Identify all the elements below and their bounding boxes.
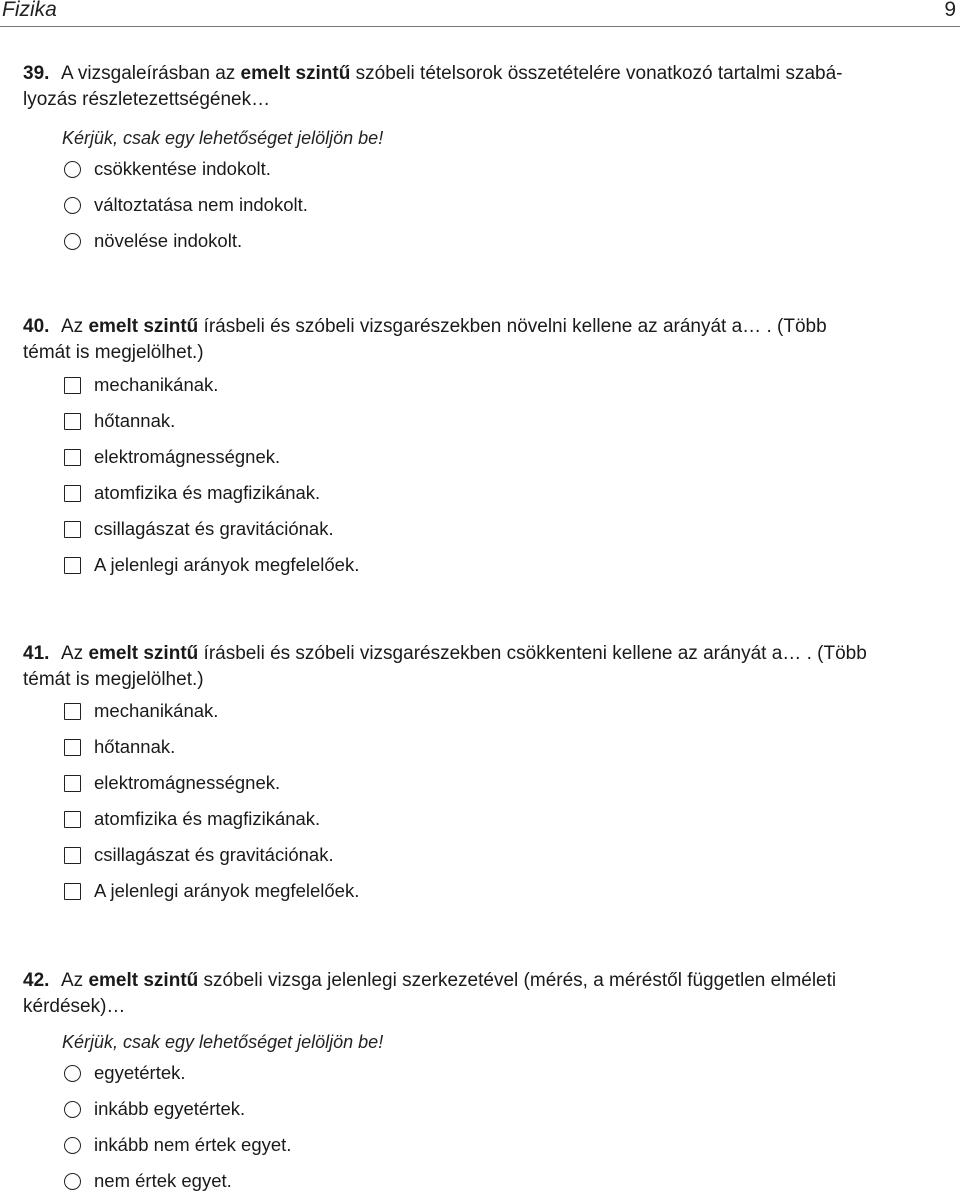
option-row[interactable] [64, 699, 218, 723]
question-text [61, 316, 827, 337]
option-row[interactable] [64, 229, 242, 253]
question-text [61, 970, 836, 991]
radio-button[interactable] [64, 197, 81, 214]
option-row[interactable] [64, 517, 334, 541]
option-row[interactable] [64, 843, 334, 867]
question-text-line2: témát is megjelölhet.) [23, 669, 204, 690]
radio-button[interactable] [64, 1065, 81, 1082]
option-row[interactable] [64, 1097, 245, 1121]
option-label: egyetértek. [94, 1062, 186, 1083]
option-label: mechanikának. [94, 700, 219, 721]
checkbox[interactable] [64, 703, 81, 720]
question-41 [23, 641, 953, 693]
question-number: 42. [23, 970, 50, 991]
option-label: csillagászat és gravitációnak. [94, 844, 334, 865]
option-label: hőtannak. [94, 736, 176, 757]
question-text-line2: témát is megjelölhet.) [23, 342, 204, 363]
option-label: atomfizika és magfizikának. [94, 482, 321, 503]
checkbox[interactable] [64, 521, 81, 538]
option-label: inkább egyetértek. [94, 1098, 246, 1119]
question-text-bold: emelt szintű [240, 63, 351, 84]
question-text-post: írásbeli és szóbeli vizsgarészekben növelni kellene az arányát a… . (Több [198, 316, 827, 337]
option-row[interactable] [64, 807, 320, 831]
option-row[interactable] [64, 193, 308, 217]
question-text-pre: Az [61, 643, 89, 664]
option-row[interactable] [64, 771, 280, 795]
option-label: nem értek egyet. [94, 1170, 232, 1191]
question-text-post: szóbeli tételsorok összetételére vonatkozó tartalmi szabá- [350, 63, 843, 84]
option-row[interactable] [64, 553, 359, 577]
question-text-line2: kérdések)… [23, 996, 126, 1017]
option-row[interactable] [64, 373, 218, 397]
checkbox[interactable] [64, 883, 81, 900]
option-label: növelése indokolt. [94, 230, 243, 251]
option-row[interactable] [64, 1169, 232, 1193]
radio-button[interactable] [64, 1101, 81, 1118]
page-header [0, 0, 960, 27]
question-number: 39. [23, 63, 50, 84]
page-number: 9 [944, 0, 956, 21]
question-text-bold: emelt szintű [88, 970, 199, 991]
radio-button[interactable] [64, 1137, 81, 1154]
checkbox[interactable] [64, 847, 81, 864]
checkbox[interactable] [64, 775, 81, 792]
checkbox[interactable] [64, 449, 81, 466]
question-text-pre: A vizsgaleírásban az [61, 63, 241, 84]
radio-button[interactable] [64, 233, 81, 250]
option-row[interactable] [64, 735, 175, 759]
option-row[interactable] [64, 409, 175, 433]
checkbox[interactable] [64, 739, 81, 756]
checkbox[interactable] [64, 485, 81, 502]
question-text [61, 643, 867, 664]
subject-title: Fizika [2, 0, 57, 21]
option-label: csökkentése indokolt. [94, 158, 271, 179]
option-row[interactable] [64, 445, 280, 469]
radio-button[interactable] [64, 161, 81, 178]
instruction-hint: Kérjük, csak egy lehetőséget jelöljön be! [62, 128, 384, 148]
option-label: változtatása nem indokolt. [94, 194, 308, 215]
question-text-line2: lyozás részletezettségének… [23, 89, 271, 110]
option-row[interactable] [64, 481, 320, 505]
option-row[interactable] [64, 157, 271, 181]
option-label: hőtannak. [94, 410, 176, 431]
question-text [61, 63, 843, 84]
option-row[interactable] [64, 1133, 291, 1157]
question-text-bold: emelt szintű [88, 643, 199, 664]
radio-button[interactable] [64, 1173, 81, 1190]
option-label: elektromágnességnek. [94, 772, 281, 793]
option-row[interactable] [64, 879, 359, 903]
question-number: 40. [23, 316, 50, 337]
question-39 [23, 61, 953, 113]
option-label: A jelenlegi arányok megfelelőek. [94, 880, 360, 901]
question-text-bold: emelt szintű [88, 316, 199, 337]
instruction-hint: Kérjük, csak egy lehetőséget jelöljön be! [62, 1032, 384, 1052]
option-label: atomfizika és magfizikának. [94, 808, 321, 829]
question-40 [23, 314, 953, 366]
checkbox[interactable] [64, 557, 81, 574]
option-label: inkább nem értek egyet. [94, 1134, 292, 1155]
option-label: csillagászat és gravitációnak. [94, 518, 334, 539]
checkbox[interactable] [64, 377, 81, 394]
question-text-post: írásbeli és szóbeli vizsgarészekben csökkenteni kellene az arányát a… . (Több [198, 643, 867, 664]
option-label: mechanikának. [94, 374, 219, 395]
checkbox[interactable] [64, 413, 81, 430]
question-text-pre: Az [61, 316, 89, 337]
question-text-post: szóbeli vizsga jelenlegi szerkezetével (mérés, a méréstől független elméleti [198, 970, 837, 991]
question-text-pre: Az [61, 970, 89, 991]
option-label: elektromágnességnek. [94, 446, 281, 467]
option-row[interactable] [64, 1061, 186, 1085]
option-label: A jelenlegi arányok megfelelőek. [94, 554, 360, 575]
checkbox[interactable] [64, 811, 81, 828]
question-42 [23, 968, 953, 1020]
question-number: 41. [23, 643, 50, 664]
